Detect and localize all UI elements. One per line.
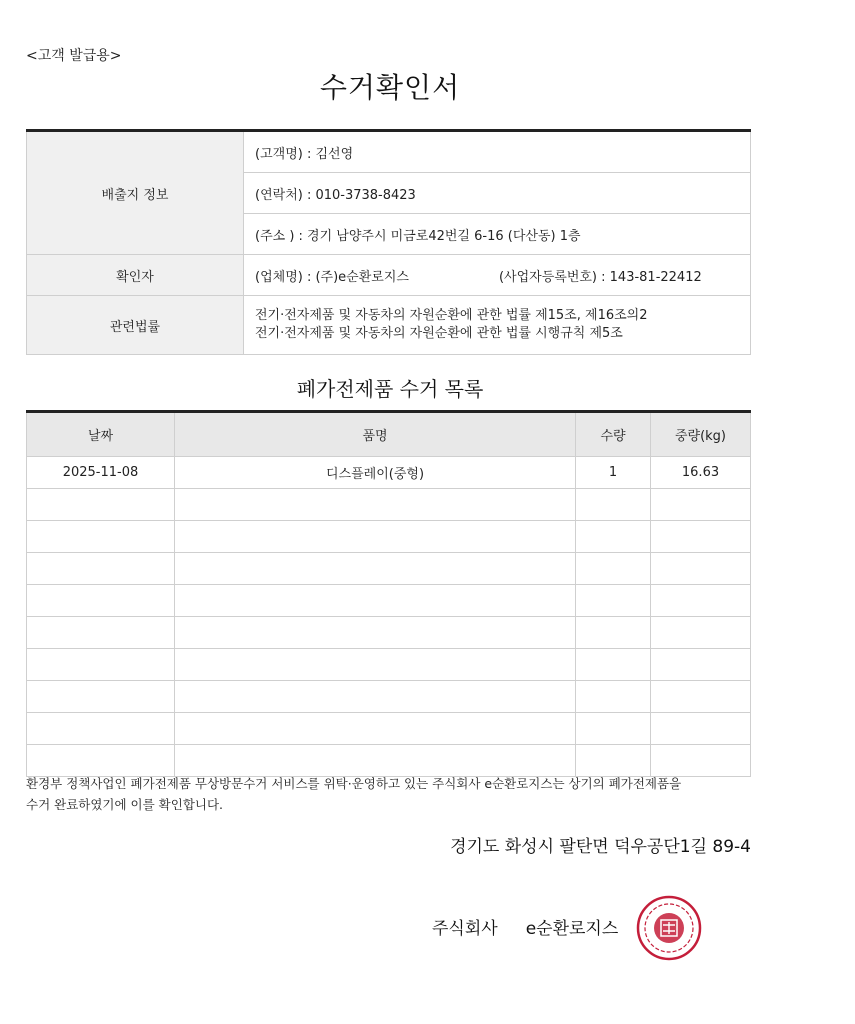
table-row — [27, 585, 751, 617]
statement-line-1: 환경부 정책사업인 폐가전제품 무상방문수거 서비스를 위탁·운영하고 있는 주식회사 e순환로지스는 상기의 폐가전제품을 — [26, 776, 682, 791]
customer-contact: (연락처) : 010-3738-8423 — [244, 173, 751, 214]
cell-date: 2025-11-08 — [27, 457, 175, 489]
cell-weight — [651, 521, 751, 553]
cell-date — [27, 489, 175, 521]
cell-item — [175, 713, 576, 745]
company-type: 주식회사 — [432, 919, 498, 939]
cell-item — [175, 681, 576, 713]
company-name-sign: e순환로지스 — [525, 919, 619, 939]
cell-date — [27, 553, 175, 585]
cell-item: 디스플레이(중형) — [175, 457, 576, 489]
cell-weight — [651, 681, 751, 713]
cell-date — [27, 617, 175, 649]
statement — [26, 773, 756, 815]
confirm-value — [244, 255, 751, 296]
cell-item — [175, 553, 576, 585]
confirm-label: 확인자 — [27, 255, 244, 296]
cell-date — [27, 745, 175, 777]
table-row — [27, 553, 751, 585]
table-row — [27, 617, 751, 649]
cell-date — [27, 713, 175, 745]
table-row — [27, 521, 751, 553]
cell-date — [27, 681, 175, 713]
cell-quantity — [576, 713, 651, 745]
table-row — [27, 745, 751, 777]
header-item: 품명 — [175, 412, 576, 457]
copy-label: <고객 발급용> — [26, 48, 122, 64]
cell-weight — [651, 617, 751, 649]
company-seal-icon — [636, 895, 702, 961]
cell-quantity — [576, 617, 651, 649]
cell-weight — [651, 649, 751, 681]
law-line-1: 전기·전자제품 및 자동차의 자원순환에 관한 법률 제15조, 제16조의2 — [255, 308, 648, 323]
cell-quantity — [576, 585, 651, 617]
table-row — [27, 489, 751, 521]
cell-weight — [651, 745, 751, 777]
law-value — [244, 296, 751, 355]
statement-line-2: 수거 완료하였기에 이를 확인합니다. — [26, 797, 224, 812]
document-title: 수거확인서 — [319, 71, 461, 104]
cell-weight: 16.63 — [651, 457, 751, 489]
cell-item — [175, 617, 576, 649]
cell-quantity: 1 — [576, 457, 651, 489]
discharge-label: 배출지 정보 — [27, 131, 244, 255]
company-address: 경기도 화성시 팔탄면 덕우공단1길 89-4 — [450, 837, 751, 857]
cell-quantity — [576, 745, 651, 777]
table-row — [27, 681, 751, 713]
cell-quantity — [576, 553, 651, 585]
cell-weight — [651, 489, 751, 521]
table-row — [27, 713, 751, 745]
cell-item — [175, 489, 576, 521]
list-title: 폐가전제품 수거 목록 — [296, 377, 484, 401]
cell-quantity — [576, 681, 651, 713]
cell-quantity — [576, 649, 651, 681]
customer-name: (고객명) : 김선영 — [244, 131, 751, 173]
cell-weight — [651, 713, 751, 745]
cell-quantity — [576, 521, 651, 553]
law-line-2: 전기·전자제품 및 자동차의 자원순환에 관한 법률 시행규칙 제5조 — [255, 326, 623, 341]
table-row — [27, 457, 751, 489]
cell-date — [27, 649, 175, 681]
business-number: (사업자등록번호) : 143-81-22412 — [498, 269, 702, 285]
header-quantity: 수량 — [576, 412, 651, 457]
cell-item — [175, 521, 576, 553]
company-name: (업체명) : (주)e순환로지스 — [255, 269, 409, 285]
cell-quantity — [576, 489, 651, 521]
cell-item — [175, 585, 576, 617]
table-row — [27, 649, 751, 681]
cell-weight — [651, 585, 751, 617]
info-table — [26, 129, 751, 355]
company-signature — [432, 914, 618, 939]
law-label: 관련법률 — [27, 296, 244, 355]
collection-list-table — [26, 410, 751, 777]
list-body — [27, 457, 751, 777]
cell-date — [27, 521, 175, 553]
cell-date — [27, 585, 175, 617]
cell-weight — [651, 553, 751, 585]
customer-address: (주소 ) : 경기 남양주시 미금로42번길 6-16 (다산동) 1층 — [244, 214, 751, 255]
cell-item — [175, 649, 576, 681]
header-date: 날짜 — [27, 412, 175, 457]
cell-item — [175, 745, 576, 777]
header-weight: 중량(kg) — [651, 412, 751, 457]
